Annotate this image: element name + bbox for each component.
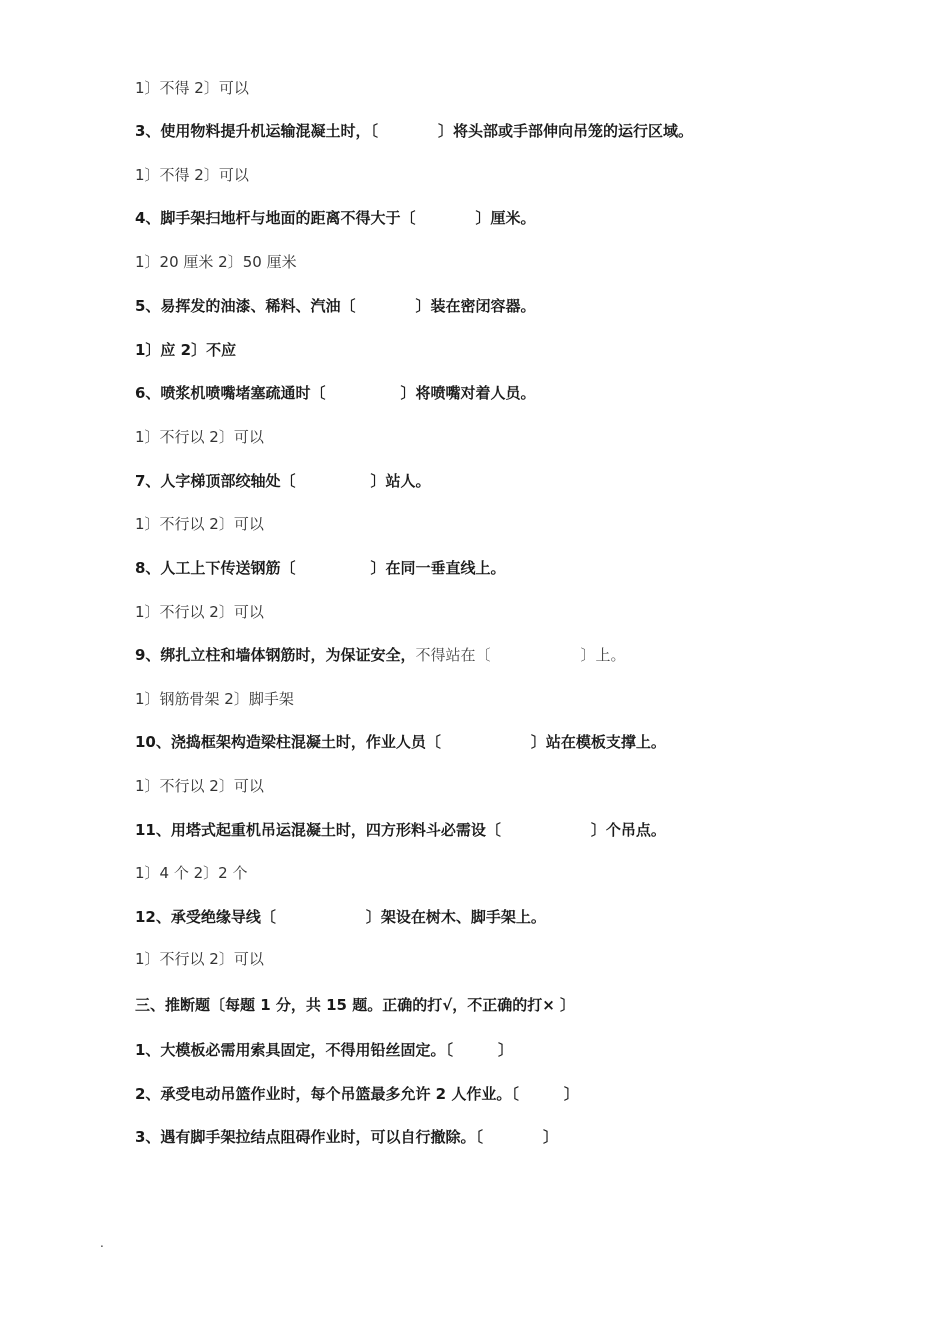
question-6: 6、喷浆机喷嘴堵塞疏通时〔 〕将喷嘴对着人员。	[135, 384, 536, 402]
question-7: 7、人字梯顶部绞轴处〔 〕站人。	[135, 472, 431, 490]
q7-options: 1〕不行以 2〕可以	[135, 515, 264, 533]
q10-options: 1〕不行以 2〕可以	[135, 777, 264, 795]
question-3: 3、使用物料提升机运输混凝土时，〔 〕将头部或手部伸向吊笼的运行区域。	[135, 122, 693, 140]
judgement-2: 2、承受电动吊篮作业时，每个吊篮最多允许 2 人作业。〔 〕	[135, 1085, 579, 1103]
question-12: 12、承受绝缘导线〔 〕架设在树木、脚手架上。	[135, 908, 546, 926]
section-3-heading: 三、推断题〔每题 1 分，共 15 题。正确的打√，不正确的打× 〕	[135, 996, 575, 1014]
q9-options: 1〕钢筋骨架 2〕脚手架	[135, 690, 294, 708]
q3-options: 1〕不得 2〕可以	[135, 166, 249, 184]
question-5: 5、易挥发的油漆、稀料、汽油〔 〕装在密闭容器。	[135, 297, 536, 315]
q6-options: 1〕不行以 2〕可以	[135, 428, 264, 446]
q12-options: 1〕不行以 2〕可以	[135, 950, 264, 968]
question-9	[135, 645, 625, 665]
q5-options: 1〕应 2〕不应	[135, 341, 237, 359]
q4-options: 1〕20 厘米 2〕50 厘米	[135, 253, 297, 271]
q11-options: 1〕4 个 2〕2 个	[135, 864, 248, 882]
question-9-main: 9、绑扎立柱和墙体钢筋时，为保证安全，	[135, 646, 416, 664]
question-11: 11、用塔式起重机吊运混凝土时，四方形料斗必需设〔 〕个吊点。	[135, 821, 666, 839]
footer-mark: .	[100, 1236, 104, 1250]
question-8: 8、人工上下传送钢筋〔 〕在同一垂直线上。	[135, 559, 506, 577]
question-10: 10、浇捣框架构造梁柱混凝土时，作业人员〔 〕站在模板支撑上。	[135, 733, 666, 751]
q8-options: 1〕不行以 2〕可以	[135, 603, 264, 621]
judgement-3: 3、遇有脚手架拉结点阻碍作业时，可以自行撤除。〔 〕	[135, 1128, 558, 1146]
judgement-1: 1、大模板必需用索具固定，不得用铅丝固定。〔 〕	[135, 1041, 513, 1059]
question-9-tail: 不得站在〔 〕上。	[415, 646, 626, 664]
q2-options: 1〕不得 2〕可以	[135, 79, 249, 97]
question-4: 4、脚手架扫地杆与地面的距离不得大于〔 〕厘米。	[135, 209, 536, 227]
